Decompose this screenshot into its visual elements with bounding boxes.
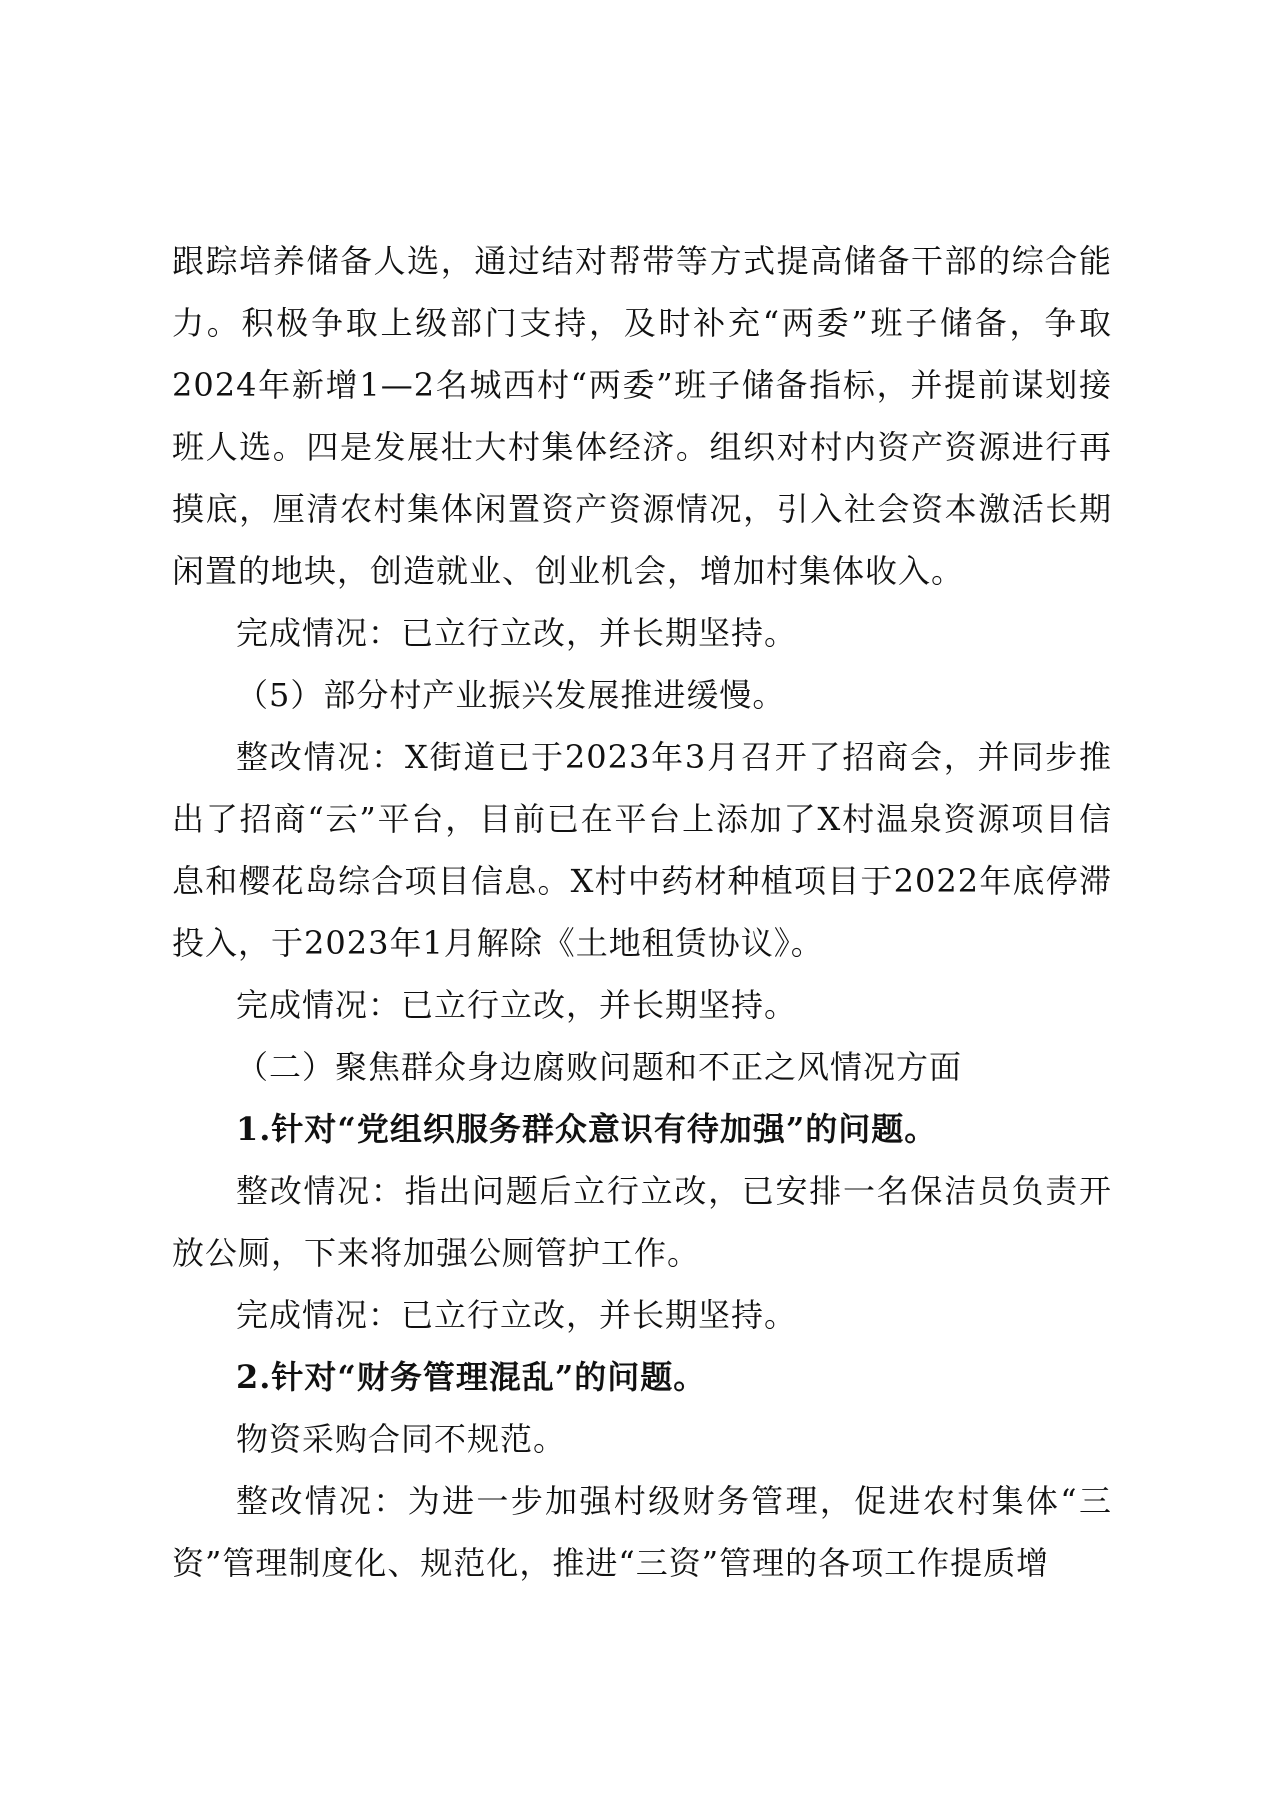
subheading-issue-2: 2.针对“财务管理混乱”的问题。 xyxy=(236,1358,707,1396)
paragraph-procurement-contracts: 物资采购合同不规范。 xyxy=(236,1420,567,1458)
paragraph-completion-status-1: 完成情况：已立行立改，并长期坚持。 xyxy=(236,614,798,652)
section-heading-two: （二）聚焦群众身边腐败问题和不正之风情况方面 xyxy=(236,1048,963,1086)
paragraph-rectification-finance: 整改情况：为进一步加强村级财务管理，促进农村集体“三资”管理制度化、规范化，推进“三资”管理的各项工作提质增 xyxy=(172,1482,1112,1582)
paragraph-reserve-cadres: 跟踪培养储备人选，通过结对帮带等方式提高储备干部的综合能力。积极争取上级部门支持，及时补充“两委”班子储备，争取2024年新增1—2名城西村“两委”班子储备指标，并提前谋划接班人选。四是发展壮大村集体经济。组织对村内资产资源进行再摸底，厘清农村集体闲置资产资源情况，引入社会资本激活长期闲置的地块，创造就业、创业机会，增加村集体收入。 xyxy=(172,242,1112,590)
paragraph-item-5-heading: （5）部分村产业振兴发展推进缓慢。 xyxy=(236,676,786,714)
paragraph-completion-status-2: 完成情况：已立行立改，并长期坚持。 xyxy=(236,986,798,1024)
paragraph-rectification-investment: 整改情况：X街道已于2023年3月召开了招商会，并同步推出了招商“云”平台，目前已在平台上添加了X村温泉资源项目信息和樱花岛综合项目信息。X村中药材种植项目于2022年底停滞投入，于2023年1月解除《土地租赁协议》。 xyxy=(172,738,1112,962)
subheading-issue-1: 1.针对“党组织服务群众意识有待加强”的问题。 xyxy=(236,1110,938,1148)
paragraph-rectification-toilets: 整改情况：指出问题后立行立改，已安排一名保洁员负责开放公厕，下来将加强公厕管护工作。 xyxy=(172,1172,1112,1272)
paragraph-completion-status-3: 完成情况：已立行立改，并长期坚持。 xyxy=(236,1296,798,1334)
document-body xyxy=(172,230,1112,1594)
